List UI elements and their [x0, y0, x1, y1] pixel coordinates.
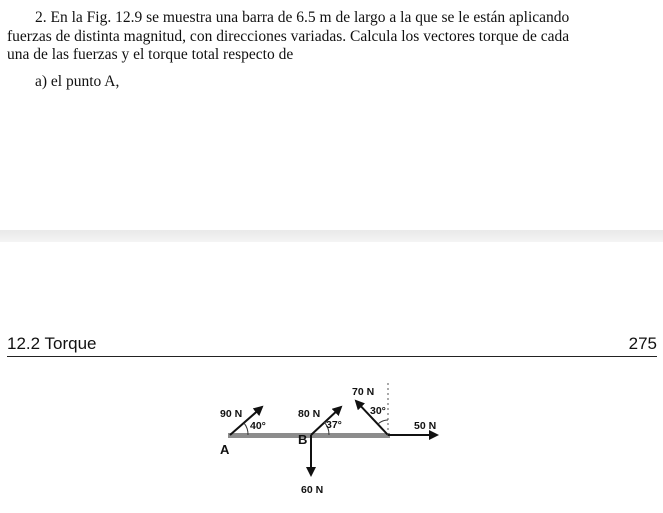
angle-37-label: 37° [326, 419, 342, 431]
problem-statement [7, 9, 657, 65]
problem-line: 2. En la Fig. 12.9 se muestra una barra de 6.5 m de largo a la que se le están aplicando [35, 9, 570, 26]
force-90-label: 90 N [220, 408, 243, 420]
section-header [7, 334, 657, 354]
point-b-label: B [298, 432, 308, 447]
angle-30-label: 30° [370, 405, 386, 417]
page-number: 275 [628, 334, 657, 353]
force-diagram [200, 368, 470, 508]
header-rule [7, 356, 657, 357]
point-a-label: A [220, 442, 230, 457]
force-80-label: 80 N [298, 408, 321, 420]
problem-line: una de las fuerzas y el torque total respecto de [7, 46, 294, 63]
force-50-label: 50 N [414, 420, 437, 432]
angle-arc-30 [378, 420, 388, 424]
page-separator [0, 230, 663, 242]
section-title: 12.2 Torque [7, 334, 97, 353]
force-70-label: 70 N [352, 386, 375, 398]
problem-line: fuerzas de distinta magnitud, con direcciones variadas. Calcula los vectores torque de cada [7, 27, 570, 45]
bar [228, 433, 390, 438]
angle-40-label: 40° [250, 420, 266, 432]
problem-item-a: a) el punto A, [35, 73, 120, 90]
force-diagram-drawing [200, 368, 470, 508]
force-60-label: 60 N [301, 484, 324, 496]
page-upper [0, 0, 663, 230]
